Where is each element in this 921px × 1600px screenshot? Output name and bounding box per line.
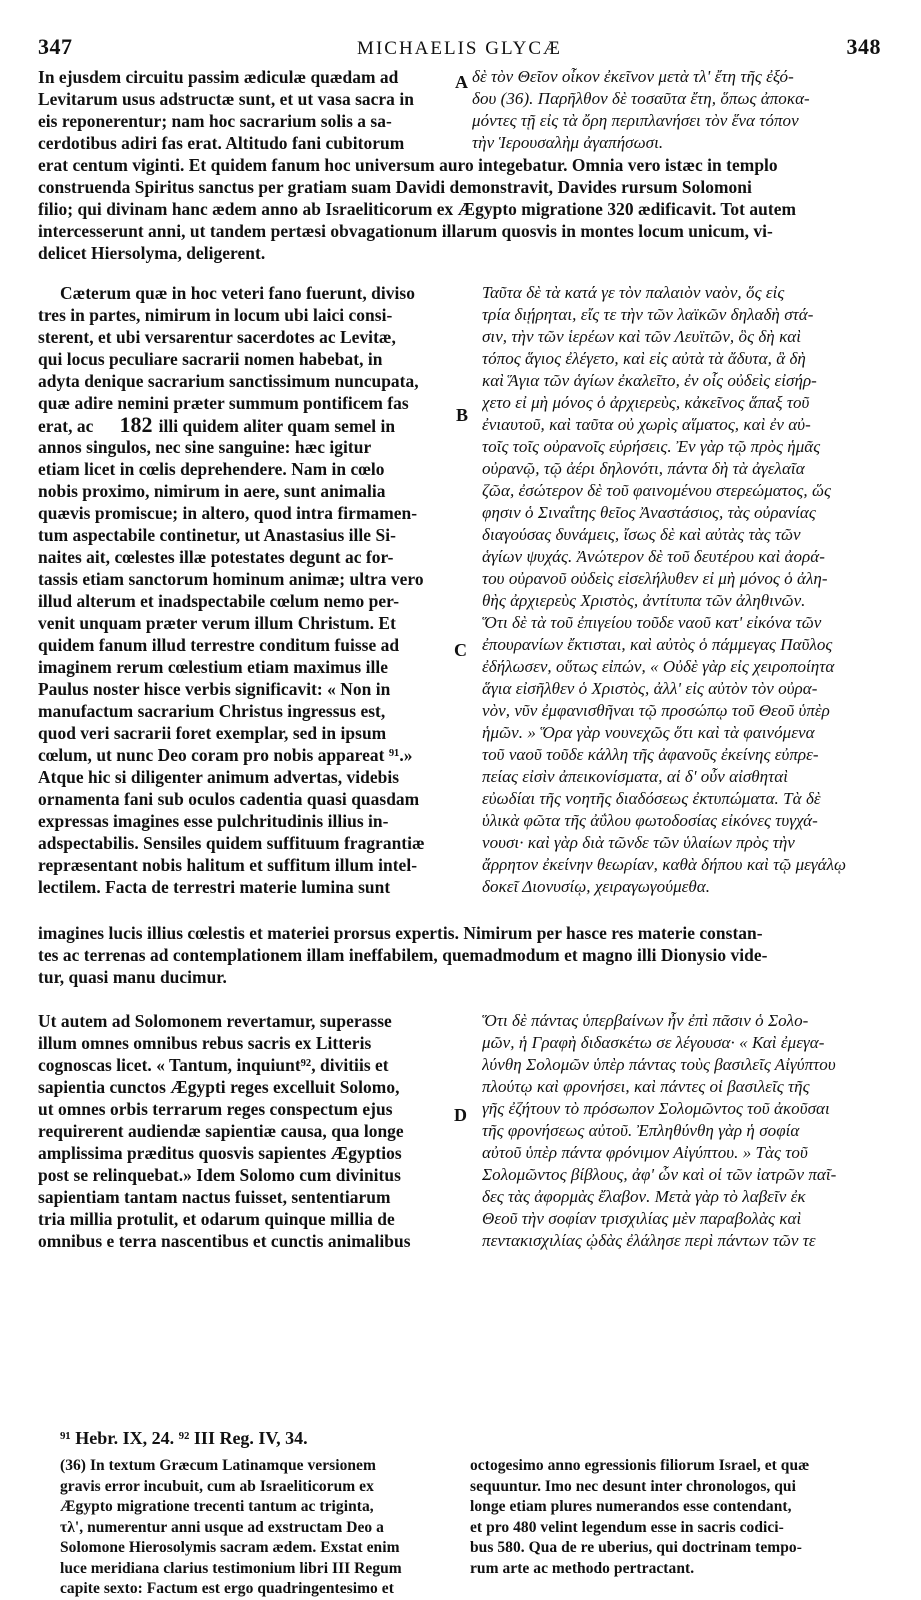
greek-text-line: Θεοῦ τὴν σοφίαν τρισχιλίας μὲν παραβολὰς καὶ <box>482 1209 802 1228</box>
greek-text-line: Ὅτι δὲ πάντας ὑπερβαίνων ἦν ἐπὶ πᾶσιν ὁ Σολο- <box>482 1011 809 1030</box>
latin-text-line: filio; qui divinam hanc ædem anno ab Israeliticorum ex Ægypto migratione 320 ædificavit. Tot autem <box>38 199 797 219</box>
latin-text-line: sterent, et ubi versarentur sacerdotes ac Levitæ, <box>38 327 396 347</box>
greek-text-line: ἐδήλωσεν, οὕτως εἰπών, « Οὐδὲ γὰρ εἰς χειροποίητα <box>482 657 835 676</box>
latin-text-line: intercesserunt anni, ut tandem pertæsi obvagationum illarum quosvis in montes locum unicum, vi- <box>38 221 773 241</box>
note-line: τλ', numerentur anni usque ad exstructam Deo a <box>60 1518 384 1536</box>
greek-text-line: καὶ Ἅγια τῶν ἁγίων ἐκαλεῖτο, ἐν οἷς οὐδεὶς εἰσήρ- <box>482 371 817 390</box>
greek-text-line: τρία διῄρηται, εἴς τε τὴν τῶν λαϊκῶν δηλαδὴ στά- <box>482 305 814 324</box>
greek-text-line: φησιν ὁ Σιναΐτης θεῖος Ἀναστάσιος, τὰς οὐρανίας <box>482 503 816 522</box>
note-line: longe etiam plures numerandos esse contendant, <box>470 1498 792 1515</box>
greek-text-line: μῶν, ἡ Γραφὴ διδασκέτω σε λέγουσα· « Καὶ ἐμεγα- <box>482 1033 825 1052</box>
greek-text-line: τόπος ἅγιος ἐλέγετο, καὶ εἰς αὐτὰ τὰ ἄδυτα, ἃ δὴ <box>482 349 806 368</box>
greek-text-line: χετο εἰ μὴ μόνος ὁ ἀρχιερεὺς, κἀκεῖνος ἅπαξ τοῦ <box>482 393 810 412</box>
latin-text-line: naites ait, cœlestes illæ potestates degunt ac for- <box>38 547 394 567</box>
greek-text-line: τὴν Ἱερουσαλὴμ ἀγαπήσωσι. <box>472 133 664 152</box>
latin-text-line: illum omnes omnibus rebus sacris ex Litteris <box>38 1033 372 1053</box>
latin-text-line: imaginem rerum cœlestium etiam maximus ille <box>38 657 389 677</box>
latin-text-line: quod veri sacrarii foret exemplar, sed in ipsum <box>38 723 387 743</box>
latin-text-line: Levitarum usus adstructæ sunt, et ut vasa sacra in <box>38 89 414 109</box>
latin-text-line: illud alterum et inadspectabile cœlum nemo per- <box>38 591 400 611</box>
latin-text-line: adspectabilis. Sensiles quidem suffituum fragrantiæ <box>38 833 425 853</box>
latin-text-line: cognoscas licet. « Tantum, inquiunt⁹², divitiis et <box>38 1055 389 1075</box>
note-line: octogesimo anno egressionis filiorum Israel, et quæ <box>470 1457 810 1474</box>
greek-text-line: ἅγια εἰσῆλθεν ὁ Χριστὸς, ἀλλ' εἰς αὐτὸν τὸν οὐρα- <box>482 679 818 698</box>
latin-text-line: manufactum sacrarium Christus ingressus est, <box>38 701 386 721</box>
latin-text-line: Paulus noster hisce verbis significavit: « Non in <box>38 679 391 699</box>
latin-text-fragment: illi quidem aliter quam semel in <box>158 416 396 436</box>
latin-text-line: tassis etiam sanctorum hominum animæ; ultra vero <box>38 569 424 589</box>
running-title: MICHAELIS GLYCÆ <box>357 38 562 59</box>
greek-text-line: ἐπουρανίων ἔκτισται, καὶ αὐτὸς ὁ πάμμεγας Παῦλος <box>482 635 833 654</box>
greek-text-line: ἁγίων ψυχάς. Ἀνώτερον δὲ τοῦ δευτέρου καὶ ἀορά- <box>482 547 825 566</box>
latin-text-line: imagines lucis illius cœlestis et materiei prorsus expertis. Nimirum per hasce res materie constan- <box>38 923 763 943</box>
greek-text-line: εὐωδίαι τῆς νοητῆς διαδόσεως ἐκτυπώματα. Τὰ δὲ <box>482 789 821 808</box>
greek-text-line: γῆς ἐζήτουν τὸ πρόσωπον Σολομῶντος τοῦ ἀκοῦσαι <box>482 1099 830 1118</box>
greek-text-line: Ταῦτα δὲ τὰ κατά γε τὸν παλαιὸν ναὸν, ὅς εἰς <box>482 283 785 302</box>
latin-text-line: erat centum viginti. Et quidem fanum hoc universum auro integebatur. Omnia vero istæc in templo <box>38 155 778 175</box>
page-header <box>38 34 881 64</box>
greek-text-line: σιν, τὴν τῶν ἱερέων καὶ τῶν Λευϊτῶν, ὃς δὴ καὶ <box>482 327 802 346</box>
latin-text-line: cerdotibus adiri fas erat. Altitudo fani cubitorum <box>38 133 405 153</box>
latin-text-line: requirerent audiendæ sapientiæ causa, qua longe <box>38 1121 404 1141</box>
latin-text-line: tria millia protulit, et odarum quinque millia de <box>38 1209 395 1229</box>
greek-text-line: οὐρανῷ, τῷ ἀέρι δηλονότι, πάντα δὴ τὰ ἀγελαῖα <box>482 459 805 478</box>
latin-text-line: sapientiam tantam nactus fuisset, sententiarum <box>38 1187 391 1207</box>
latin-text-line <box>38 414 460 437</box>
greek-text-line: νὸν, νῦν ἐμφανισθῆναι τῷ προσώπῳ τοῦ Θεοῦ ὑπὲρ <box>482 701 830 720</box>
greek-text-line: πλούτῳ καὶ φρονήσει, καὶ πάντες οἱ βασιλεῖς τῆς <box>482 1077 810 1096</box>
latin-text-line: qui locus peculiare sacrarii nomen habebat, in <box>38 349 383 369</box>
note-line: et pro 480 velint legendum esse in sacris codici- <box>470 1518 784 1536</box>
latin-text-line: annos singulos, nec sine sanguine: hæc igitur <box>38 437 372 457</box>
greek-text-line: ἐνιαυτοῦ, καὶ ταῦτα οὐ χωρὶς αἵματος, καὶ ἐν αὐ- <box>482 415 811 434</box>
page-number-right: 348 <box>846 34 881 59</box>
latin-text-line: post se relinquebat.» Idem Solomo cum divinitus <box>38 1165 401 1185</box>
note-line: sequuntur. Imo nec desunt inter chronologos, qui <box>470 1477 796 1495</box>
greek-text-line: αὐτοῦ ὑπὲρ πάντα φρόνιμον Αἰγύπτου. » Τὰς τοῦ <box>482 1143 808 1162</box>
footnotes: ⁹¹ Hebr. IX, 24. ⁹² III Reg. IV, 34. <box>60 1428 308 1448</box>
margin-marker-b: B <box>456 405 469 425</box>
latin-text-line: ut omnes orbis terrarum reges conspectum ejus <box>38 1099 393 1119</box>
latin-text-line: Ut autem ad Solomonem revertamur, superasse <box>38 1011 392 1031</box>
greek-text-line: δου (36). Παρῆλθον δὲ τοσαῦτα ἔτη, ὅπως ἀποκα- <box>472 89 810 108</box>
column-number: 182 <box>119 414 153 437</box>
note-line: capite sexto: Factum est ergo quadringentesimo et <box>60 1580 394 1597</box>
note-line: bus 580. Qua de re uberius, qui doctrinam tempo- <box>470 1539 802 1556</box>
note-line: luce meridiana clarius testimonium libri III Regum <box>60 1559 402 1577</box>
latin-text-line: etiam licet in cœlis deprehendere. Nam in cœlo <box>38 459 385 479</box>
greek-text-line: δες τὰς ἀφορμὰς ἔλαβον. Μετὰ γὰρ τὸ λαβεῖν ἐκ <box>482 1187 806 1206</box>
greek-text-line: ἄρρητον ἐκείνην θεωρίαν, καθὰ δήπου καὶ τῷ μεγάλῳ <box>482 855 847 874</box>
latin-text-line: tres in partes, nimirum in locum ubi laici consi- <box>38 305 393 325</box>
latin-text-line: quæ adire nemini præter summum pontificem fas <box>38 393 409 413</box>
greek-text-line: θὴς ἀρχιερεὺς Χριστὸς, ἀντίτυπα τῶν ἀληθινῶν. <box>482 591 806 610</box>
latin-text-line: delicet Hiersolyma, deligerent. <box>38 243 266 263</box>
greek-text-line: του οὐρανοῦ οὐδεὶς εἰσελήλυθεν εἰ μὴ μόνος ὁ ἀλη- <box>482 569 828 588</box>
greek-text-line: νουσι· καὶ γὰρ διὰ τῶνδε τῶν ὑλαίων πρὸς τὴν <box>482 833 795 852</box>
latin-text-line: lectilem. Facta de terrestri materie lumina sunt <box>38 877 391 897</box>
greek-text-line: διαγούσας δυνάμεις, ἴσως δὲ καὶ αὐτὰς τὰς τῶν <box>482 525 801 544</box>
latin-text-line: tes ac terrenas ad contemplationem illam ineffabilem, quemadmodum et magno illi Dionysio vide- <box>38 945 768 965</box>
note-line: rum arte ac methodo pertractant. <box>470 1559 695 1577</box>
greek-text-line: πεντακισχιλίας ᾠδὰς ἐλάλησε περὶ πάντων τῶν τε <box>482 1231 816 1250</box>
greek-text-line: Ὅτι δὲ τὰ τοῦ ἐπιγείου τοῦδε ναοῦ κατ' εἰκόνα τῶν <box>482 613 822 632</box>
latin-text-line: nobis proximo, nimirum in aere, sunt animalia <box>38 481 386 501</box>
latin-text-line: expressas imagines esse pulchritudinis illius in- <box>38 811 389 831</box>
greek-text-line: μόντες τῇ εἰς τὰ ὄρη περιπλανήσει τὸν ἕνα τόπον <box>472 111 799 130</box>
latin-text-line: repræsentant nobis halitum et suffitum illum intel- <box>38 855 418 875</box>
greek-text-line: ζῶα, ἐσώτερον δὲ τοῦ φαινομένου στερεώματος, ὥς <box>482 481 831 500</box>
latin-text-line: tum aspectabile continetur, ut Anastasius ille Si- <box>38 525 396 545</box>
latin-text-line: cœlum, ut nunc Deo coram pro nobis appareat ⁹¹.» <box>38 745 413 765</box>
note-line: (36) In textum Græcum Latinamque versionem <box>60 1457 376 1474</box>
latin-text-line: quævis promiscue; in altero, quod intra firmamen- <box>38 503 418 523</box>
page-number-left: 347 <box>38 34 73 59</box>
latin-text-line: quidem fanum illud terrestre conditum fuisse ad <box>38 635 400 655</box>
latin-text-line: tur, quasi manu ducimur. <box>38 967 227 987</box>
greek-text-line: Σολομῶντος βίβλους, ἀφ' ὧν καὶ οἱ τῶν ἰατρῶν παῖ- <box>482 1165 837 1184</box>
greek-text-line: ὑλικὰ φῶτα τῆς ἀΰλου φωτοδοσίας εἰκόνες τυγχά- <box>482 811 818 830</box>
greek-text-line: λύνθη Σολομῶν ὑπὲρ πάντας τοὺς βασιλεῖς Αἰγύπτου <box>482 1055 836 1074</box>
greek-text-line: δὲ τὸν Θεῖον οἶκον ἐκεῖνον μετὰ τλ' ἔτη τῆς ἐξό- <box>472 67 794 86</box>
latin-text-line: Cæterum quæ in hoc veteri fano fuerunt, diviso <box>60 283 415 303</box>
latin-text-line: amplissima præditus quosvis sapientes Ægyptios <box>38 1143 402 1163</box>
note-line: gravis error incubuit, cum ab Israeliticorum ex <box>60 1477 374 1495</box>
greek-text-line: δοκεῖ Διονυσίῳ, χειραγωγούμεθα. <box>482 877 711 896</box>
latin-text-line: ornamenta fani sub oculos cadentia quasi quasdam <box>38 789 420 809</box>
latin-text-fragment: erat, ac <box>38 416 94 436</box>
greek-text-line: τοῖς τοῖς οὐρανοῖς εὑρήσεις. Ἐν γὰρ τῷ πρὸς ἡμᾶς <box>482 437 821 456</box>
greek-text-line: πείας εἰσὶν ἀπεικονίσματα, αἱ δ' οὖν αἰσθηταὶ <box>482 767 789 786</box>
latin-text-line: construenda Spiritus sanctus per gratiam suam Davidi demonstravit, Davides rursum Solomoni <box>38 177 752 197</box>
margin-marker-c: C <box>454 640 467 660</box>
latin-text-line: venit unquam præter verum illum Christum. Et <box>38 613 396 633</box>
greek-text-line: ἡμῶν. » Ὅρα γὰρ νουνεχῶς ὅτι καὶ τὰ φαινόμενα <box>482 723 815 742</box>
latin-text-line: eis reponerentur; nam hoc sacrarium solis a sa- <box>38 111 392 131</box>
latin-text-line: sapientia cunctos Ægypti reges excelluit Solomo, <box>38 1077 400 1097</box>
note-line: Ægypto migratione trecenti tantum ac triginta, <box>60 1498 374 1515</box>
latin-text-line: Atque hic si diligenter animum advertas, videbis <box>38 767 400 787</box>
latin-text-line: omnibus e terra nascentibus et cunctis animalibus <box>38 1231 411 1251</box>
note-line: Solomone Hierosolymis sacram ædem. Exstat enim <box>60 1539 400 1556</box>
margin-marker-a: A <box>455 72 468 92</box>
greek-text-line: τῆς φρονήσεως αὐτοῦ. Ἐπληθύνθη γὰρ ἡ σοφία <box>482 1121 800 1140</box>
latin-text-line: In ejusdem circuitu passim ædiculæ quædam ad <box>38 67 399 87</box>
margin-marker-d: D <box>454 1105 467 1125</box>
latin-text-line: adyta denique sacrarium sanctissimum nuncupata, <box>38 371 419 391</box>
greek-text-line: τοῦ ναοῦ τοῦδε κάλλη τῆς ἀφανοῦς ἐκείνης εὐπρε- <box>482 745 819 764</box>
